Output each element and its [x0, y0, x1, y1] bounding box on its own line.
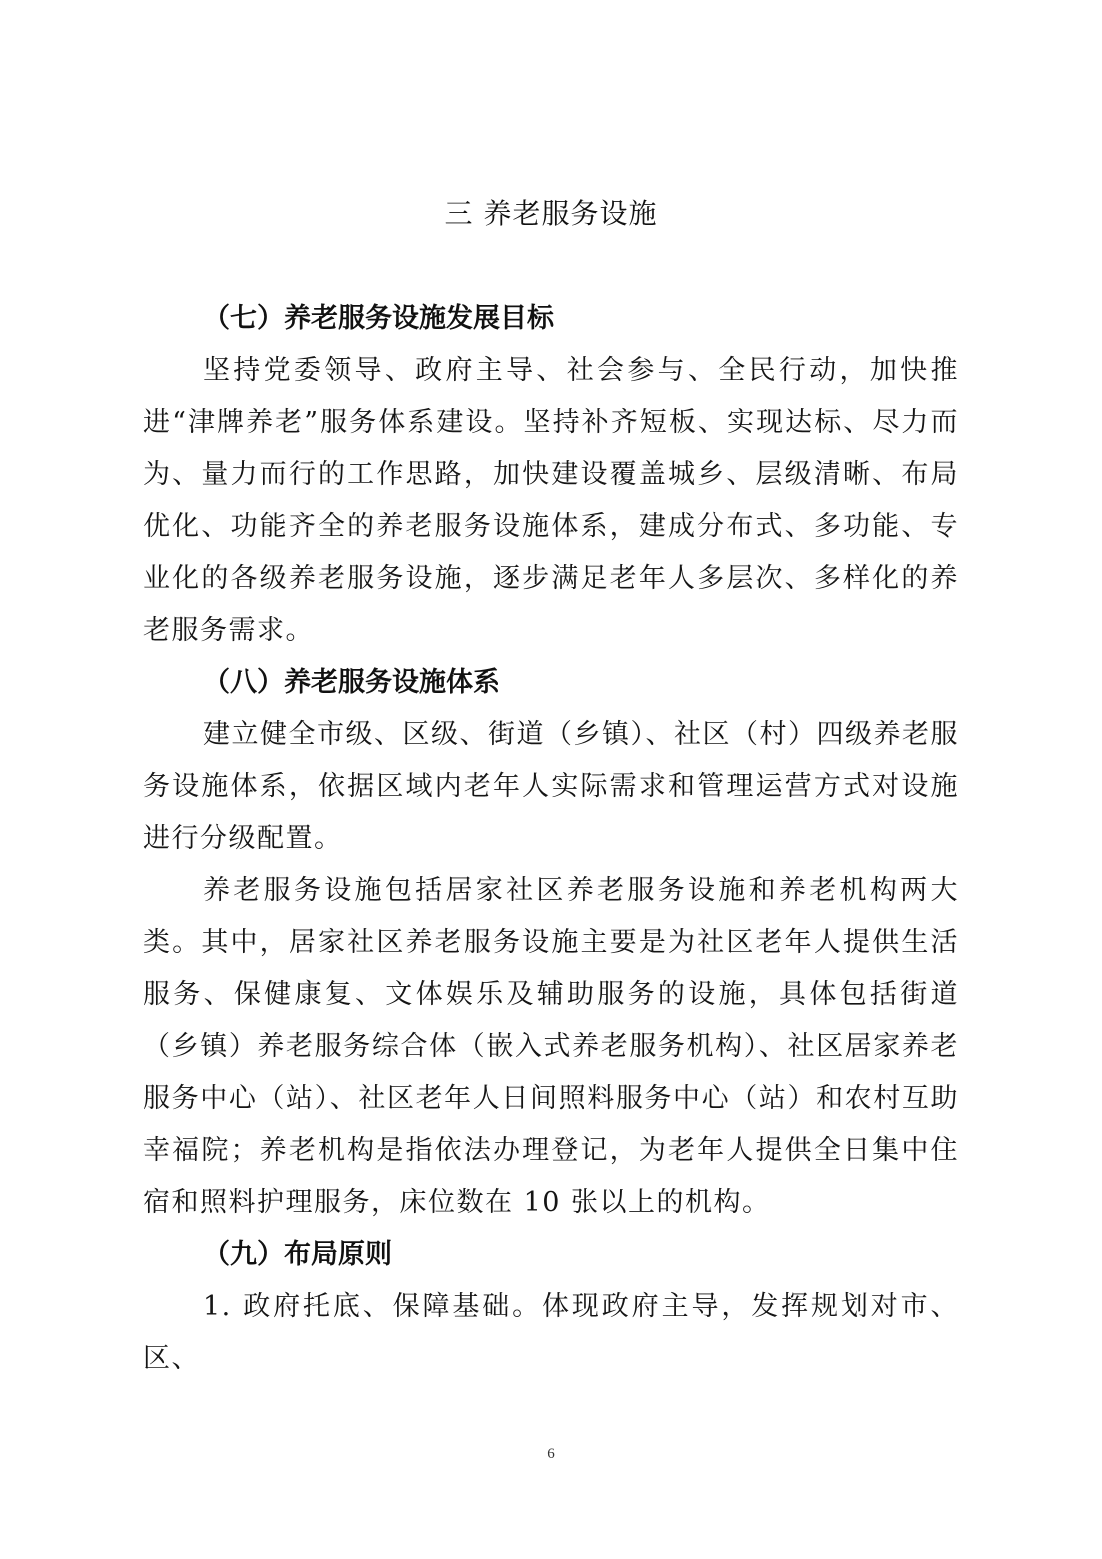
page-number: 6: [547, 1446, 555, 1462]
section-facility-system: [143, 657, 959, 1229]
paragraph: 坚持党委领导、政府主导、社会参与、全民行动，加快推进“津牌养老”服务体系建设。坚持补齐短板、实现达标、尽力而为、量力而行的工作思路，加快建设覆盖城乡、层级清晰、布局优化、功能齐全的养老服务设施体系，建成分布式、多功能、专业化的各级养老服务设施，逐步满足老年人多层次、多样化的养老服务需求。: [143, 355, 959, 646]
paragraph: 1. 政府托底、保障基础。体现政府主导，发挥规划对市、区、: [143, 1291, 959, 1374]
section-heading: （八）养老服务设施体系: [203, 667, 500, 698]
section-development-goals: [143, 293, 959, 657]
paragraph: 养老服务设施包括居家社区养老服务设施和养老机构两大类。其中，居家社区养老服务设施主要是为社区老年人提供生活服务、保健康复、文体娱乐及辅助服务的设施，具体包括街道（乡镇）养老服务综合体（嵌入式养老服务机构）、社区居家养老服务中心（站）、社区老年人日间照料服务中心（站）和农村互助幸福院；养老机构是指依法办理登记，为老年人提供全日集中住宿和照料护理服务，床位数在 10 张以上的机构。: [143, 875, 959, 1218]
document-body: [143, 293, 959, 1385]
section-heading: （七）养老服务设施发展目标: [203, 303, 554, 334]
section-heading: （九）布局原则: [203, 1239, 392, 1270]
section-layout-principles: [143, 1229, 959, 1385]
paragraph: 建立健全市级、区级、街道（乡镇）、社区（村）四级养老服务设施体系，依据区域内老年人实际需求和管理运营方式对设施进行分级配置。: [143, 719, 959, 854]
chapter-title: 三 养老服务设施: [444, 197, 658, 230]
